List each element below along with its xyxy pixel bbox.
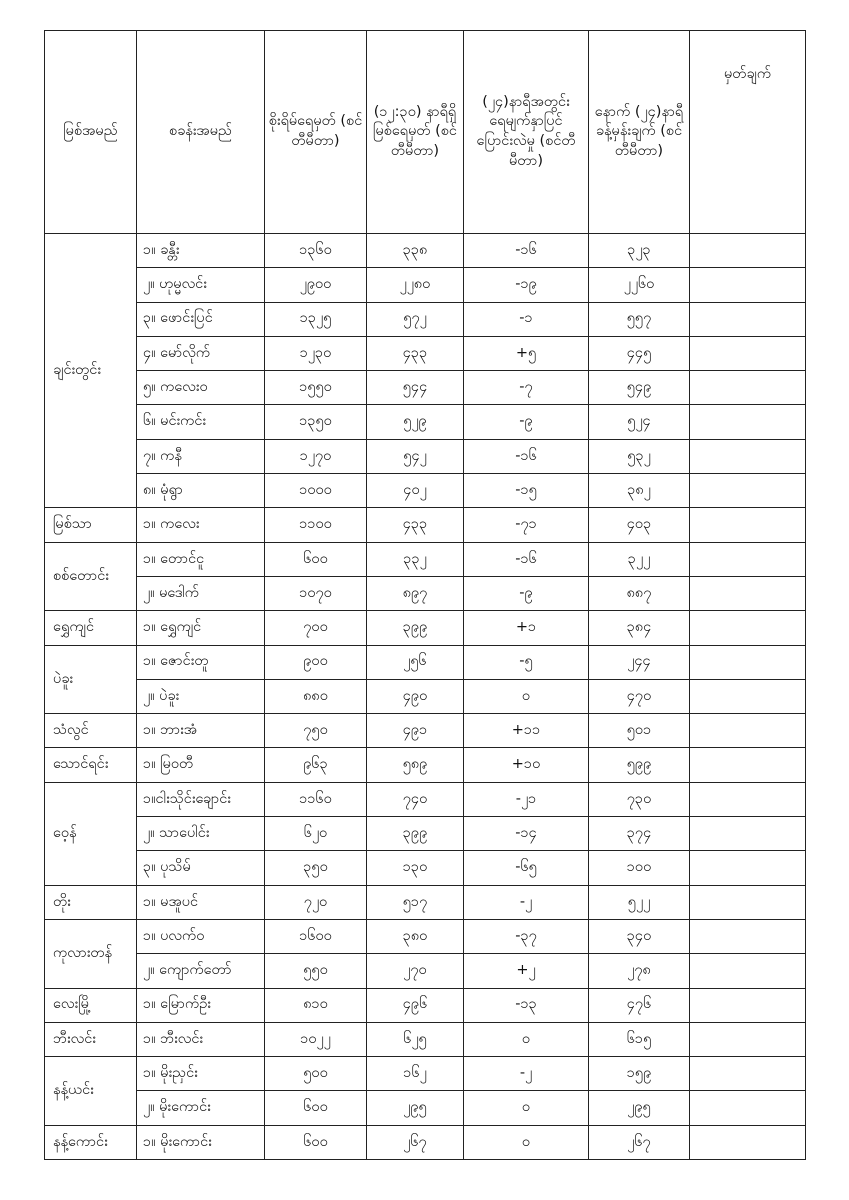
current-level-cell: ၁၆၂: [367, 1057, 464, 1091]
table-row: [45, 954, 806, 988]
current-level-cell: ၃၈၀: [367, 919, 464, 953]
remarks-cell: [690, 508, 806, 542]
current-level-cell: ၄၀၂: [367, 474, 464, 508]
forecast-cell: ၁၀၀: [589, 851, 690, 885]
station-name-cell: ၁။ ဘီးလင်း: [137, 1022, 265, 1056]
current-level-cell: ၅၇၂: [367, 302, 464, 336]
remarks-cell: [690, 371, 806, 405]
danger-level-cell: ၆၀၀: [265, 1125, 367, 1159]
remarks-cell: [690, 885, 806, 919]
current-level-cell: ၄၉၁: [367, 714, 464, 748]
station-name-cell: ၁။ငါးသိုင်းချောင်း: [137, 782, 265, 816]
river-name-cell: သံလွင်: [45, 714, 137, 748]
forecast-cell: ၁၅၉: [589, 1057, 690, 1091]
remarks-cell: [690, 542, 806, 576]
forecast-cell: ၅၀၁: [589, 714, 690, 748]
river-name-cell: လေးမြို့: [45, 988, 137, 1022]
current-level-cell: ၄၃၃: [367, 336, 464, 370]
remarks-cell: [690, 714, 806, 748]
remarks-cell: [690, 782, 806, 816]
remarks-cell: [690, 851, 806, 885]
level-change-cell: -၁၆: [464, 542, 589, 576]
danger-level-cell: ၅၅၀: [265, 954, 367, 988]
level-change-cell: -၃၇: [464, 919, 589, 953]
current-level-cell: ၁၃၀: [367, 851, 464, 885]
table-body: [45, 234, 806, 1160]
station-name-cell: ၁။ ကလေး: [137, 508, 265, 542]
danger-level-cell: ၁၀၀၀: [265, 474, 367, 508]
table-row: [45, 919, 806, 953]
river-name-cell: နန့်ကောင်း: [45, 1125, 137, 1159]
station-name-cell: ၂။ ပဲခူး: [137, 679, 265, 713]
current-level-cell: ၃၃၂: [367, 542, 464, 576]
forecast-cell: ၄၄၅: [589, 336, 690, 370]
current-level-cell: ၅၁၇: [367, 885, 464, 919]
current-level-cell: ၂၂၈၀: [367, 268, 464, 302]
header-station-name: စခန်းအမည်: [137, 31, 265, 234]
level-change-cell: -၉: [464, 405, 589, 439]
level-change-cell: ၀: [464, 679, 589, 713]
table-row: [45, 542, 806, 576]
level-change-cell: ၀: [464, 1125, 589, 1159]
table-row: [45, 405, 806, 439]
table-row: [45, 474, 806, 508]
level-change-cell: -၂: [464, 885, 589, 919]
header-remarks: မှတ်ချက်: [690, 31, 806, 234]
table-row: [45, 1125, 806, 1159]
current-level-cell: ၇၄၀: [367, 782, 464, 816]
remarks-cell: [690, 1125, 806, 1159]
level-change-cell: +၁: [464, 611, 589, 645]
station-name-cell: ၁။ မအူပင်: [137, 885, 265, 919]
forecast-cell: ၅၄၉: [589, 371, 690, 405]
station-name-cell: ၃။ ပုသိမ်: [137, 851, 265, 885]
remarks-cell: [690, 336, 806, 370]
level-change-cell: -၁၉: [464, 268, 589, 302]
table-row: [45, 1022, 806, 1056]
station-name-cell: ၁။ ဇောင်းတူ: [137, 645, 265, 679]
station-name-cell: ၁။ ဘားအံ: [137, 714, 265, 748]
river-level-table: [44, 30, 806, 1160]
river-name-cell: တိုး: [45, 885, 137, 919]
level-change-cell: +၁၀: [464, 748, 589, 782]
danger-level-cell: ၉၆၃: [265, 748, 367, 782]
level-change-cell: +၂: [464, 954, 589, 988]
forecast-cell: ၅၉၉: [589, 748, 690, 782]
remarks-cell: [690, 405, 806, 439]
forecast-cell: ၄၇၆: [589, 988, 690, 1022]
table-row: [45, 1057, 806, 1091]
danger-level-cell: ၅၀၀: [265, 1057, 367, 1091]
table-row: [45, 748, 806, 782]
forecast-cell: ၂၄၄: [589, 645, 690, 679]
level-change-cell: -၆၅: [464, 851, 589, 885]
remarks-cell: [690, 919, 806, 953]
current-level-cell: ၅၈၉: [367, 748, 464, 782]
station-name-cell: ၁။ ပလက်ဝ: [137, 919, 265, 953]
remarks-cell: [690, 679, 806, 713]
current-level-cell: ၃၃၈: [367, 234, 464, 268]
table-row: [45, 268, 806, 302]
forecast-cell: ၃၂၃: [589, 234, 690, 268]
level-change-cell: ၀: [464, 1091, 589, 1125]
station-name-cell: ၂။ ကျောက်တော်: [137, 954, 265, 988]
remarks-cell: [690, 1057, 806, 1091]
danger-level-cell: ၁၆၀၀: [265, 919, 367, 953]
forecast-cell: ၃၈၂: [589, 474, 690, 508]
level-change-cell: -၁၆: [464, 234, 589, 268]
level-change-cell: -၂: [464, 1057, 589, 1091]
station-name-cell: ၂။ သာပေါင်း: [137, 817, 265, 851]
remarks-cell: [690, 954, 806, 988]
remarks-cell: [690, 234, 806, 268]
current-level-cell: ၄၃၃: [367, 508, 464, 542]
danger-level-cell: ၁၂၇၀: [265, 439, 367, 473]
level-change-cell: +၁၁: [464, 714, 589, 748]
remarks-cell: [690, 645, 806, 679]
level-change-cell: +၅: [464, 336, 589, 370]
forecast-cell: ၆၁၅: [589, 1022, 690, 1056]
forecast-cell: ၅၃၂: [589, 439, 690, 473]
table-header-row: [45, 31, 806, 234]
river-name-cell: စစ်တောင်း: [45, 542, 137, 611]
remarks-cell: [690, 1091, 806, 1125]
station-name-cell: ၃။ ဖောင်းပြင်: [137, 302, 265, 336]
table-row: [45, 1091, 806, 1125]
river-name-cell: ချင်းတွင်း: [45, 234, 137, 508]
header-danger-level: စိုးရိမ်ရေမှတ် (စင်တီမီတာ): [265, 31, 367, 234]
level-change-cell: -၁၃: [464, 988, 589, 1022]
current-level-cell: ၅၄၂: [367, 439, 464, 473]
table-row: [45, 817, 806, 851]
current-level-cell: ၂၅၆: [367, 645, 464, 679]
forecast-cell: ၃၄၀: [589, 919, 690, 953]
river-name-cell: နန့်ယင်း: [45, 1057, 137, 1126]
table-row: [45, 645, 806, 679]
table-row: [45, 885, 806, 919]
danger-level-cell: ၆၂၀: [265, 817, 367, 851]
table-row: [45, 611, 806, 645]
current-level-cell: ၄၉၀: [367, 679, 464, 713]
danger-level-cell: ၁၂၃၀: [265, 336, 367, 370]
table-row: [45, 336, 806, 370]
danger-level-cell: ၇၅၀: [265, 714, 367, 748]
level-change-cell: -၅: [464, 645, 589, 679]
forecast-cell: ၂၂၆၀: [589, 268, 690, 302]
level-change-cell: -၁၄: [464, 817, 589, 851]
level-change-cell: -၁၆: [464, 439, 589, 473]
station-name-cell: ၂။ ဟုမ္မလင်း: [137, 268, 265, 302]
forecast-cell: ၂၆၇: [589, 1125, 690, 1159]
danger-level-cell: ၂၉၀၀: [265, 268, 367, 302]
level-change-cell: -၂၁: [464, 782, 589, 816]
forecast-cell: ၄၇၀: [589, 679, 690, 713]
remarks-cell: [690, 302, 806, 336]
remarks-cell: [690, 748, 806, 782]
forecast-cell: ၃၇၄: [589, 817, 690, 851]
forecast-cell: ၇၃၀: [589, 782, 690, 816]
danger-level-cell: ၁၃၅၀: [265, 405, 367, 439]
current-level-cell: ၆၂၅: [367, 1022, 464, 1056]
remarks-cell: [690, 474, 806, 508]
forecast-cell: ၄၀၃: [589, 508, 690, 542]
current-level-cell: ၃၉၉: [367, 611, 464, 645]
table-row: [45, 508, 806, 542]
current-level-cell: ၄၉၆: [367, 988, 464, 1022]
table-row: [45, 988, 806, 1022]
level-change-cell: ၀: [464, 1022, 589, 1056]
table-row: [45, 679, 806, 713]
river-name-cell: မြစ်သာ: [45, 508, 137, 542]
danger-level-cell: ၁၁၀၀: [265, 508, 367, 542]
danger-level-cell: ၁၁၆၀: [265, 782, 367, 816]
danger-level-cell: ၁၃၂၅: [265, 302, 367, 336]
station-name-cell: ၈။ မုံရွာ: [137, 474, 265, 508]
level-change-cell: -၉: [464, 576, 589, 610]
remarks-cell: [690, 439, 806, 473]
remarks-cell: [690, 611, 806, 645]
table-row: [45, 782, 806, 816]
station-name-cell: ၁။ မိုးညှင်း: [137, 1057, 265, 1091]
current-level-cell: ၅၄၄: [367, 371, 464, 405]
remarks-cell: [690, 268, 806, 302]
current-level-cell: ၂၉၅: [367, 1091, 464, 1125]
table-row: [45, 371, 806, 405]
station-name-cell: ၄။ မော်လိုက်: [137, 336, 265, 370]
danger-level-cell: ၇၀၀: [265, 611, 367, 645]
remarks-cell: [690, 1022, 806, 1056]
remarks-cell: [690, 988, 806, 1022]
danger-level-cell: ၁၅၅၀: [265, 371, 367, 405]
level-change-cell: -၇: [464, 371, 589, 405]
station-name-cell: ၂။ မဒေါက်: [137, 576, 265, 610]
level-change-cell: -၁၅: [464, 474, 589, 508]
current-level-cell: ၅၂၉: [367, 405, 464, 439]
station-name-cell: ၆။ မင်းကင်း: [137, 405, 265, 439]
forecast-cell: ၂၉၅: [589, 1091, 690, 1125]
forecast-cell: ၂၇၈: [589, 954, 690, 988]
table-row: [45, 714, 806, 748]
forecast-cell: ၅၂၂: [589, 885, 690, 919]
header-24h-forecast: နောက် (၂၄)နာရီ ခန့်မှန်းချက် (စင်တီမီတာ): [589, 31, 690, 234]
forecast-cell: ၃၂၂: [589, 542, 690, 576]
forecast-cell: ၅၅၇: [589, 302, 690, 336]
danger-level-cell: ၆၀၀: [265, 1091, 367, 1125]
danger-level-cell: ၉၀၀: [265, 645, 367, 679]
danger-level-cell: ၁၃၆၀: [265, 234, 367, 268]
forecast-cell: ၅၂၄: [589, 405, 690, 439]
danger-level-cell: ၁၀၇၀: [265, 576, 367, 610]
river-name-cell: ဘီးလင်း: [45, 1022, 137, 1056]
header-current-level: (၁၂:၃၀) နာရီရှိ မြစ်ရေမှတ် (စင်တီမီတာ): [367, 31, 464, 234]
danger-level-cell: ၈၁၀: [265, 988, 367, 1022]
table-row: [45, 302, 806, 336]
danger-level-cell: ၈၈၀: [265, 679, 367, 713]
river-name-cell: ပဲခူး: [45, 645, 137, 714]
forecast-cell: ၃၈၄: [589, 611, 690, 645]
table-row: [45, 234, 806, 268]
river-name-cell: သောင်ရင်း: [45, 748, 137, 782]
station-name-cell: ၅။ ကလေးဝ: [137, 371, 265, 405]
danger-level-cell: ၇၂၀: [265, 885, 367, 919]
danger-level-cell: ၃၅၀: [265, 851, 367, 885]
level-change-cell: -၁: [464, 302, 589, 336]
level-change-cell: -၇၁: [464, 508, 589, 542]
danger-level-cell: ၁၀၂၂: [265, 1022, 367, 1056]
station-name-cell: ၁။ မြဝတီ: [137, 748, 265, 782]
station-name-cell: ၁။ မိုးကောင်း: [137, 1125, 265, 1159]
river-name-cell: ရွှေကျင်: [45, 611, 137, 645]
forecast-cell: ၈၈၇: [589, 576, 690, 610]
current-level-cell: ၂၇၀: [367, 954, 464, 988]
river-name-cell: ဝေ့န်: [45, 782, 137, 885]
current-level-cell: ၃၉၉: [367, 817, 464, 851]
header-24h-change: (၂၄)နာရီအတွင်း ရေမျက်နှာပြင် ပြောင်းလဲမှု (စင်တီမီတာ): [464, 31, 589, 234]
table-row: [45, 439, 806, 473]
remarks-cell: [690, 576, 806, 610]
current-level-cell: ၈၉၇: [367, 576, 464, 610]
station-name-cell: ၁။ ရွှေကျင်: [137, 611, 265, 645]
river-name-cell: ကုလားတန်: [45, 919, 137, 988]
station-name-cell: ၁။ မြောက်ဦး: [137, 988, 265, 1022]
remarks-cell: [690, 817, 806, 851]
header-river-name: မြစ်အမည်: [45, 31, 137, 234]
table-row: [45, 851, 806, 885]
station-name-cell: ၁။ တောင်ငူ: [137, 542, 265, 576]
station-name-cell: ၇။ ကနီ: [137, 439, 265, 473]
danger-level-cell: ၆၀၀: [265, 542, 367, 576]
table-row: [45, 576, 806, 610]
station-name-cell: ၂။ မိုးကောင်း: [137, 1091, 265, 1125]
current-level-cell: ၂၆၇: [367, 1125, 464, 1159]
station-name-cell: ၁။ ခန္တီး: [137, 234, 265, 268]
